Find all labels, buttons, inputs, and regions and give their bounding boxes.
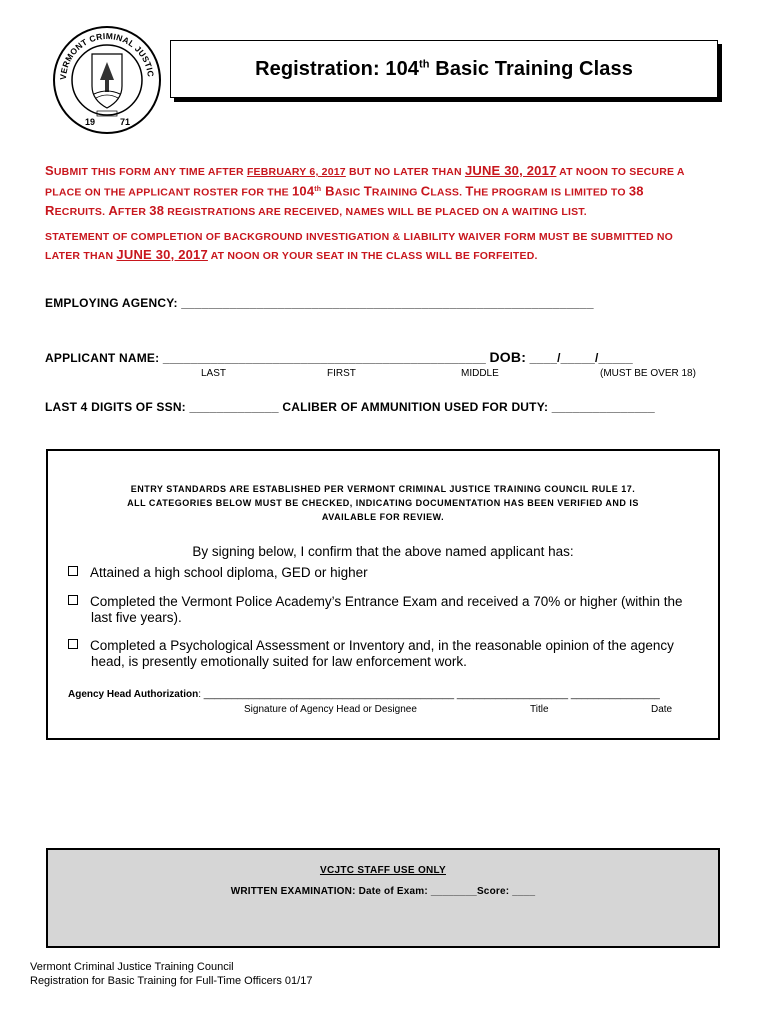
title-line[interactable]: ____________________ bbox=[456, 689, 569, 700]
title-caption: Title bbox=[530, 704, 549, 715]
written-exam-row[interactable] bbox=[48, 886, 718, 897]
footer-org: Vermont Criminal Justice Training Council bbox=[30, 961, 234, 973]
staff-use-box bbox=[46, 848, 720, 948]
agency-head-authorization[interactable]: Agency Head Authorization: _____________________________________________ ____________________ ________________ bbox=[68, 689, 660, 700]
notice1-date-end: JUNE 30, 2017 bbox=[464, 163, 557, 178]
exam-date-label: WRITTEN EXAMINATION: Date of Exam: bbox=[230, 886, 431, 897]
exam-date-line[interactable]: ________ bbox=[430, 886, 477, 897]
seal-year-left: 19 bbox=[85, 117, 96, 127]
council-seal bbox=[52, 24, 162, 136]
footer-form-id: Registration for Basic Training for Full-Time Officers 01/17 bbox=[30, 975, 313, 987]
dob-label: DOB: bbox=[489, 349, 527, 365]
checkbox-diploma[interactable] bbox=[68, 566, 78, 576]
ssn-line[interactable]: _____________ bbox=[189, 400, 279, 414]
entry-standards-box bbox=[46, 449, 720, 740]
applicant-name-field[interactable] bbox=[45, 349, 633, 365]
seal-graphic bbox=[52, 24, 162, 136]
signature-caption: Signature of Agency Head or Designee bbox=[244, 704, 417, 715]
waiver-notice bbox=[45, 229, 735, 265]
caption-first: FIRST bbox=[327, 368, 356, 379]
ssn-caliber-row[interactable] bbox=[45, 400, 655, 414]
notice1-line1: SUBMIT THIS FORM ANY TIME AFTER FEBRUARY 6, 2017 BUT NO LATER THAN JUNE 30, 2017 AT NOON TO SECURE A bbox=[45, 163, 685, 178]
page-footer bbox=[30, 960, 312, 988]
checklist-item-psych-assessment[interactable]: Completed a Psychological Assessment or Inventory and, in the reasonable opinion of the agency head, is presently emotionally suited for law enforcement work. bbox=[68, 638, 708, 670]
confirmation-intro: By signing below, I confirm that the above named applicant has: bbox=[192, 544, 574, 559]
signature-line[interactable]: _____________________________________________ bbox=[203, 689, 455, 700]
notice1-line2: PLACE ON THE APPLICANT ROSTER FOR THE 104th BASIC TRAINING CLASS. THE PROGRAM IS LIMITED TO 38 bbox=[45, 183, 644, 199]
notice1-date-start: FEBRUARY 6, 2017 bbox=[246, 166, 346, 178]
checklist-item-entrance-exam[interactable]: Completed the Vermont Police Academy’s Entrance Exam and received a 70% or higher (within the last five years). bbox=[68, 594, 708, 626]
employing-agency-line[interactable]: ____________________________________________________________ bbox=[181, 296, 594, 310]
seal-year-right: 71 bbox=[120, 117, 131, 127]
checkbox-entrance-exam[interactable] bbox=[68, 595, 78, 605]
notice2-line1: STATEMENT OF COMPLETION OF BACKGROUND INVESTIGATION & LIABILITY WAIVER FORM MUST BE SUBMITTED NO bbox=[45, 231, 673, 243]
applicant-name-label: APPLICANT NAME: bbox=[45, 351, 160, 365]
staff-use-heading: VCJTC STAFF USE ONLY bbox=[319, 865, 446, 876]
applicant-name-line[interactable]: _______________________________________________ bbox=[162, 351, 486, 365]
employing-agency-field[interactable] bbox=[45, 296, 594, 310]
caption-middle: MIDDLE bbox=[461, 368, 499, 379]
authorization-label: Agency Head Authorization bbox=[68, 689, 199, 700]
caption-age: (MUST BE OVER 18) bbox=[600, 368, 696, 379]
score-label: Score: bbox=[476, 886, 513, 897]
date-caption: Date bbox=[651, 704, 673, 715]
title-box bbox=[170, 40, 718, 98]
checklist-item-diploma[interactable]: Attained a high school diploma, GED or higher bbox=[68, 565, 368, 581]
date-line[interactable]: ________________ bbox=[570, 689, 660, 700]
dob-line[interactable]: ____/_____/_____ bbox=[529, 351, 633, 365]
caliber-label: CALIBER OF AMMUNITION USED FOR DUTY: bbox=[282, 400, 549, 414]
score-line[interactable]: ____ bbox=[512, 886, 536, 897]
notice2-line2: LATER THAN JUNE 30, 2017 AT NOON OR YOUR SEAT IN THE CLASS WILL BE FORFEITED. bbox=[45, 247, 538, 262]
entry-standards-text: ENTRY STANDARDS ARE ESTABLISHED PER VERMONT CRIMINAL JUSTICE TRAINING COUNCIL RULE 17. ALL CATEGORIES BELOW MUST BE CHECKED, INDICATING DOCUMENTATION HAS BEEN VERIFIED AND IS AVAILABLE FOR REVIEW. bbox=[127, 484, 639, 522]
caption-last: LAST bbox=[201, 368, 227, 379]
notice1-line3: RECRUITS. AFTER 38 REGISTRATIONS ARE RECEIVED, NAMES WILL BE PLACED ON A WAITING LIST. bbox=[45, 202, 587, 218]
submission-notice bbox=[45, 162, 735, 221]
notice2-date: JUNE 30, 2017 bbox=[116, 247, 208, 262]
checkbox-psych-assessment[interactable] bbox=[68, 639, 78, 649]
seal-ring-text: VERMONT CRIMINAL JUSTIC bbox=[57, 30, 156, 81]
page-title: Registration: 104th Basic Training Class bbox=[255, 57, 633, 80]
employing-agency-label: EMPLOYING AGENCY: bbox=[45, 296, 178, 310]
caliber-line[interactable]: _______________ bbox=[551, 400, 655, 414]
ssn-label: LAST 4 DIGITS OF SSN: bbox=[45, 400, 186, 414]
